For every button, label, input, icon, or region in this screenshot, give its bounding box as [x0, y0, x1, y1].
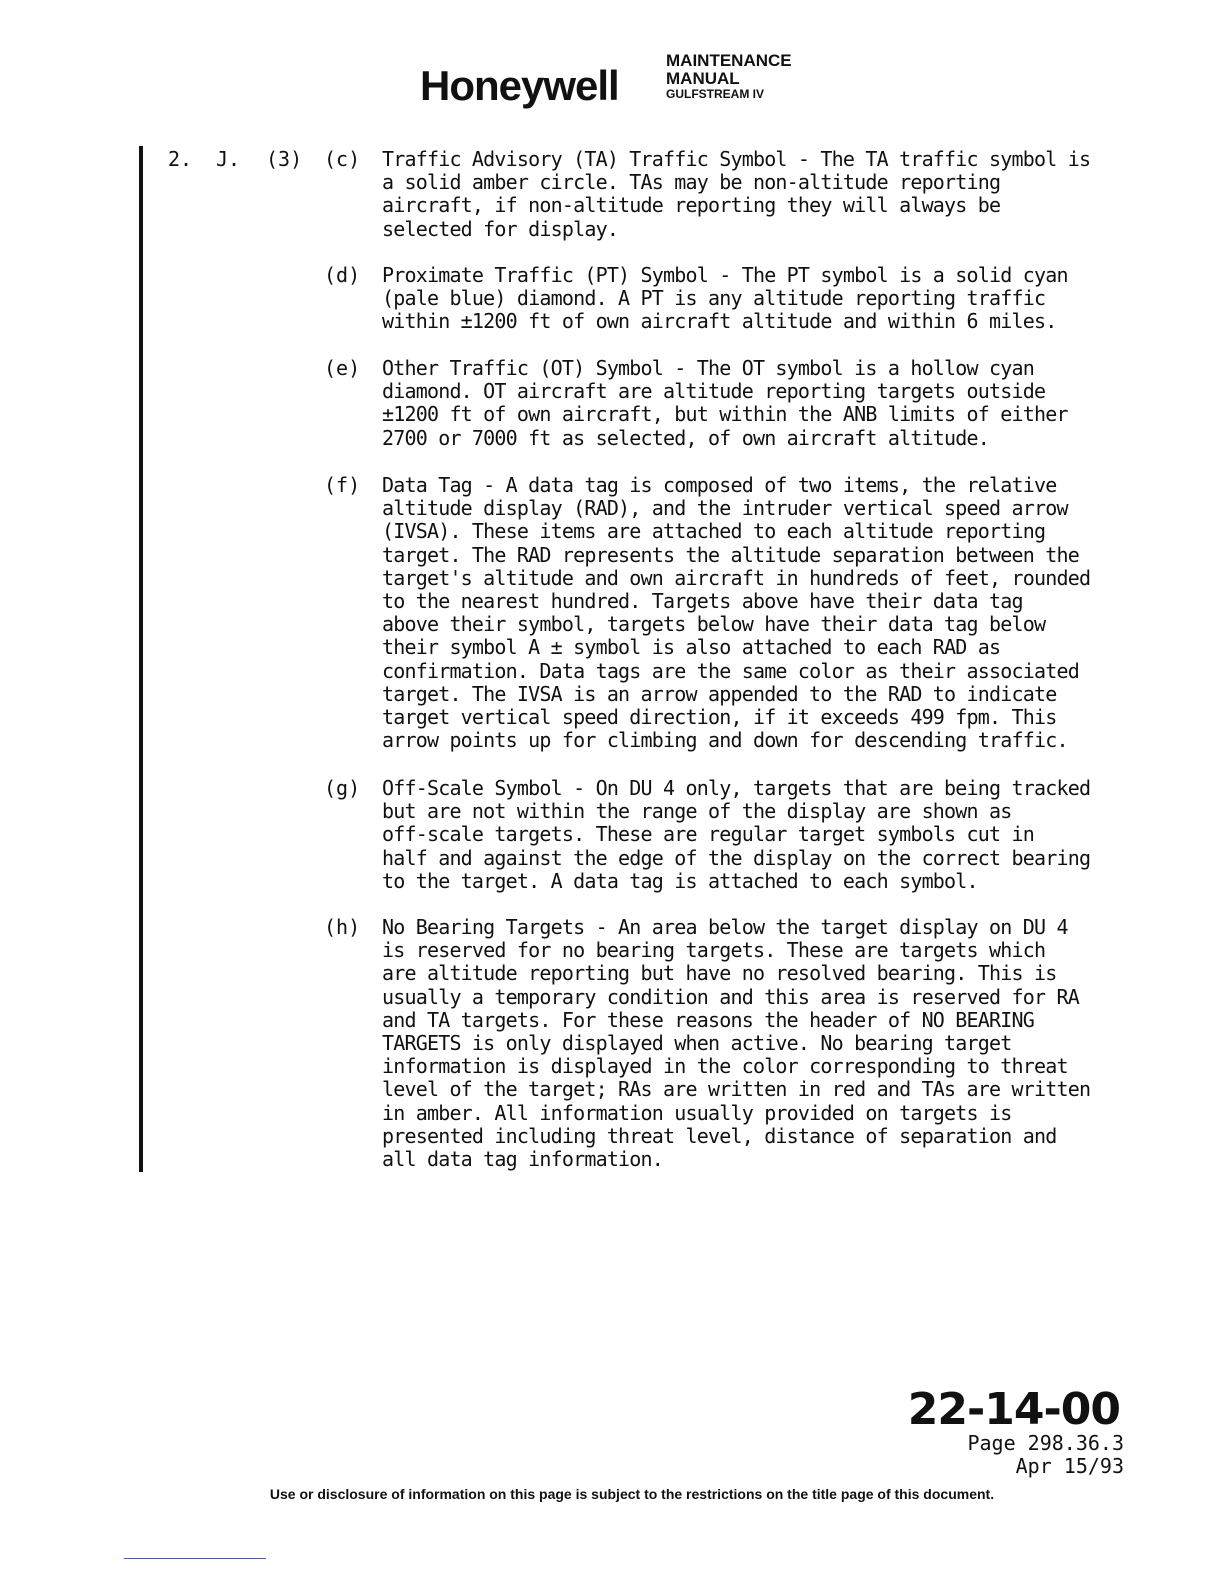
- disclosure-notice: Use or disclosure of information on this page is subject to the restrictions on the title page of this document.: [269, 1486, 995, 1502]
- item-label: (f): [324, 473, 361, 497]
- item-label: (d): [324, 263, 361, 287]
- page-header: [0, 50, 1224, 110]
- item-text: Other Traffic (OT) Symbol - The OT symbol is a hollow cyan diamond. OT aircraft are altitude reporting targets outside ±1200 ft of own aircraft, but within the ANB limits of either 2700 or 7000 ft as selected, of own aircraft altitude.: [382, 356, 1068, 450]
- manual-title-line1: MAINTENANCE: [666, 51, 792, 70]
- revision-date: Apr 15/93: [1015, 1454, 1124, 1478]
- page-info: [967, 1432, 1124, 1478]
- item-text: Traffic Advisory (TA) Traffic Symbol - The TA traffic symbol is a solid amber circle. TAs may be non-altitude reporting aircraft, if non-altitude reporting they will always be selected for display.: [382, 147, 1091, 241]
- item-label: (e): [324, 356, 361, 380]
- chapter-code: 22-14-00: [907, 1384, 1120, 1435]
- manual-title-block: [666, 52, 792, 100]
- manual-title-line3: GULFSTREAM IV: [666, 87, 764, 101]
- honeywell-logo: Honeywell: [420, 62, 619, 109]
- item-text: Data Tag - A data tag is composed of two items, the relative altitude display (RAD), and the intruder vertical speed arrow (IVSA). These items are attached to each altitude reporting target. The RAD represents the altitude separation between the target's altitude and own aircraft in hundreds of feet, rounded to the nearest hundred. Targets above have their data tag above their symbol, targets below have their data tag below their symbol A ± symbol is also attached to each RAD as confirmation. Data tags are the same color as their associated target. The IVSA is an arrow appended to the RAD to indicate target vertical speed direction, if it exceeds 499 fpm. This arrow points up for climbing and down for descending traffic.: [382, 473, 1091, 753]
- item-label: (g): [324, 776, 361, 800]
- item-text: Proximate Traffic (PT) Symbol - The PT symbol is a solid cyan (pale blue) diamond. A PT is any altitude reporting traffic within ±1200 ft of own aircraft altitude and within 6 miles.: [382, 263, 1068, 334]
- manual-title-line2: MANUAL: [666, 69, 740, 88]
- item-text: No Bearing Targets - An area below the target display on DU 4 is reserved for no bearing targets. These are targets which are altitude reporting but have no resolved bearing. This is usually a temporary condition and this area is reserved for RA and TA targets. For these reasons the header of NO BEARING TARGETS is only displayed when active. No bearing target information is displayed in the color corresponding to threat level of the target; RAs are written in red and TAs are written in amber. All information usually provided on targets is presented including threat level, distance of separation and all data tag information.: [382, 915, 1091, 1172]
- paragraph-number: (3): [266, 147, 303, 171]
- item-label: (c): [324, 147, 361, 171]
- bottom-rule: [124, 1558, 266, 1559]
- page-number: Page 298.36.3: [967, 1431, 1124, 1455]
- item-text: Off-Scale Symbol - On DU 4 only, targets that are being tracked but are not within the range of the display are shown as off-scale targets. These are regular target symbols cut in half and against the edge of the display on the correct bearing to the target. A data tag is attached to each symbol.: [382, 776, 1091, 893]
- section-number: 2.: [168, 147, 193, 171]
- item-label: (h): [324, 915, 361, 939]
- subsection-letter: J.: [216, 147, 241, 171]
- revision-change-bar: [139, 146, 143, 1172]
